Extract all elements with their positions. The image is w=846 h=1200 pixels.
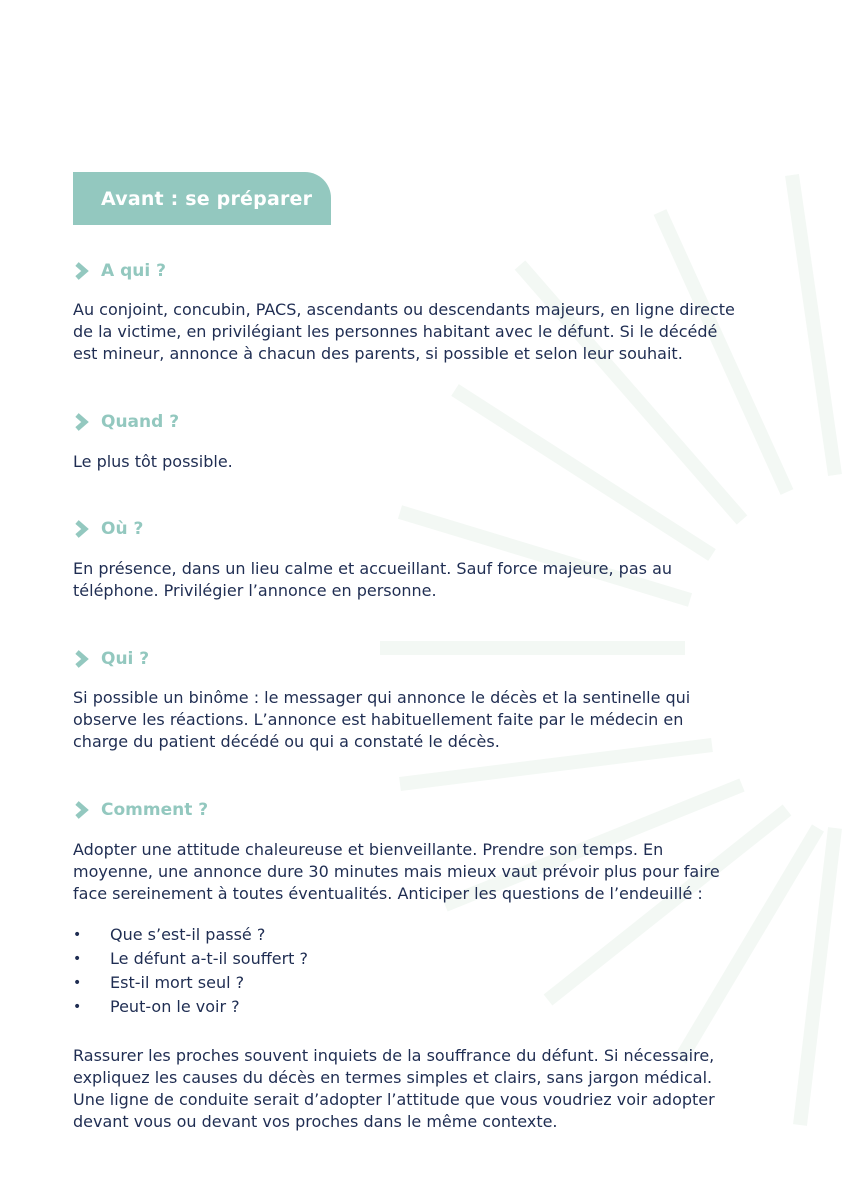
paragraph-a-qui xyxy=(73,299,778,365)
chevron-right-icon xyxy=(73,649,91,669)
heading-quand xyxy=(73,410,179,434)
heading-qui xyxy=(73,647,149,671)
text-line: Le plus tôt possible. xyxy=(73,452,233,471)
list-item-text: Le défunt a-t-il souffert ? xyxy=(110,949,308,968)
heading-a-qui xyxy=(73,259,166,283)
bullet-marker: • xyxy=(73,975,82,991)
list-item xyxy=(73,971,308,995)
chevron-right-icon xyxy=(73,261,91,281)
heading-label: Quand ? xyxy=(101,412,180,432)
text-line: Adopter une attitude chaleureuse et bienveillante. Prendre son temps. En xyxy=(73,840,664,859)
list-item xyxy=(73,995,308,1019)
text-line: charge du patient décédé ou qui a constaté le décès. xyxy=(73,732,500,751)
text-line: téléphone. Privilégier l’annonce en personne. xyxy=(73,581,437,600)
text-line: devant vous ou devant vos proches dans le même contexte. xyxy=(73,1112,558,1131)
list-item-text: Peut-on le voir ? xyxy=(110,997,240,1016)
heading-label: Comment ? xyxy=(101,800,209,820)
text-line: Rassurer les proches souvent inquiets de la souffrance du défunt. Si nécessaire, xyxy=(73,1046,715,1065)
bullet-marker: • xyxy=(73,951,82,967)
heading-label: Où ? xyxy=(101,519,144,539)
paragraph-closing xyxy=(73,1045,778,1133)
heading-ou xyxy=(73,517,143,541)
heading-comment xyxy=(73,798,208,822)
chevron-right-icon xyxy=(73,800,91,820)
heading-label: A qui ? xyxy=(101,261,166,281)
list-item-text: Est-il mort seul ? xyxy=(110,973,245,992)
text-line: face sereinement à toutes éventualités. Anticiper les questions de l’endeuillé : xyxy=(73,884,703,903)
banner-title: Avant : se préparer xyxy=(101,187,313,210)
questions-list xyxy=(73,923,308,1019)
text-line: Si possible un binôme : le messager qui annonce le décès et la sentinelle qui xyxy=(73,688,691,707)
text-line: de la victime, en privilégiant les personnes habitant avec le défunt. Si le décédé xyxy=(73,322,718,341)
list-item-text: Que s’est-il passé ? xyxy=(110,925,266,944)
text-line: moyenne, une annonce dure 30 minutes mais mieux vaut prévoir plus pour faire xyxy=(73,862,720,881)
chevron-right-icon xyxy=(73,412,91,432)
bullet-marker: • xyxy=(73,999,82,1015)
section-banner xyxy=(73,172,331,225)
text-line: expliquez les causes du décès en termes simples et clairs, sans jargon médical. xyxy=(73,1068,713,1087)
text-line: En présence, dans un lieu calme et accueillant. Sauf force majeure, pas au xyxy=(73,559,673,578)
paragraph-comment xyxy=(73,839,778,905)
paragraph-ou xyxy=(73,558,778,602)
chevron-right-icon xyxy=(73,519,91,539)
text-line: Une ligne de conduite serait d’adopter l’attitude que vous voudriez voir adopter xyxy=(73,1090,715,1109)
text-line: est mineur, annonce à chacun des parents, si possible et selon leur souhait. xyxy=(73,344,683,363)
paragraph-quand xyxy=(73,451,778,473)
list-item xyxy=(73,923,308,947)
list-item xyxy=(73,947,308,971)
paragraph-qui xyxy=(73,687,778,753)
text-line: Au conjoint, concubin, PACS, ascendants ou descendants majeurs, en ligne directe xyxy=(73,300,735,319)
text-line: observe les réactions. L’annonce est habituellement faite par le médecin en xyxy=(73,710,684,729)
bullet-marker: • xyxy=(73,927,82,943)
heading-label: Qui ? xyxy=(101,649,150,669)
